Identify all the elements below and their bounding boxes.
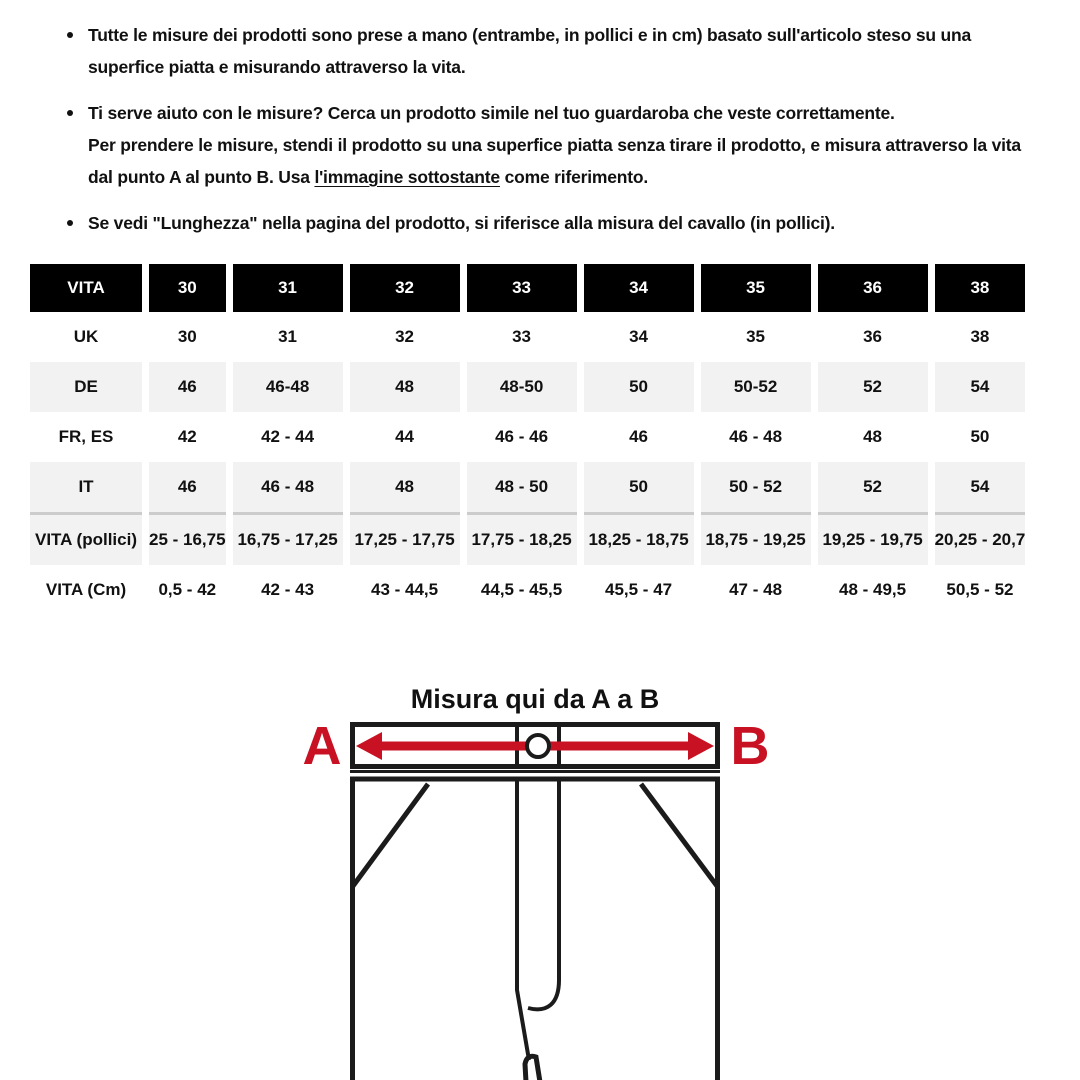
right-pocket-line: [641, 784, 717, 886]
table-cell: 33: [512, 327, 532, 346]
table-cell: 50 - 52: [701, 462, 811, 512]
table-cell: 18,75 - 19,25: [701, 512, 811, 565]
bullet-text: Per prendere le misure, stendi il prodotto su una superfice piatta senza tirare il prodotto, e misura attraverso la vita dal punto A al punto B. Usa: [88, 135, 1021, 187]
bullet-text: Tutte le misure dei prodotti sono prese a mano (entrambe, in pollici e in cm) basato sull'articolo steso su una superfice piatta e misurando attraverso la vita.: [88, 25, 972, 77]
table-row: [30, 362, 1025, 412]
diagram-title: Misura qui da A a B: [410, 684, 660, 714]
table-cell: 42 - 43: [261, 580, 315, 599]
table-header-cell: 34: [584, 264, 694, 312]
table-cell: 50: [584, 462, 694, 512]
table-cell: 38: [970, 327, 990, 346]
fly-j-stitch: [528, 779, 559, 1009]
table-header-cell: 33: [467, 264, 577, 312]
table-cell: 46: [629, 427, 649, 446]
table-cell: 46: [149, 462, 226, 512]
table-header-cell: 38: [935, 264, 1026, 312]
table-cell: 18,25 - 18,75: [584, 512, 694, 565]
table-row-label: VITA (Cm): [45, 580, 127, 599]
table-row-label: FR, ES: [58, 427, 114, 446]
left-pocket-line: [353, 784, 428, 886]
table-header-cell: 31: [233, 264, 343, 312]
table-cell: 17,75 - 18,25: [467, 512, 577, 565]
table-cell: 45,5 - 47: [605, 580, 673, 599]
table-header-cell: 36: [818, 264, 928, 312]
table-cell: 48 - 49,5: [839, 580, 907, 599]
table-cell: 46: [149, 362, 226, 412]
crotch-seam-notch: [525, 1056, 540, 1080]
table-cell: 20,25 - 20,7: [935, 512, 1026, 565]
point-a-label: A: [302, 716, 342, 776]
table-cell: 48-50: [467, 362, 577, 412]
bullet-text: come riferimento.: [499, 167, 649, 187]
table-row-label: IT: [30, 462, 142, 512]
table-cell: 19,25 - 19,75: [818, 512, 928, 565]
table-cell: 46 - 46: [495, 427, 549, 446]
table-row-label: VITA (pollici): [30, 512, 142, 565]
table-cell: 46-48: [233, 362, 343, 412]
table-row: [30, 512, 1025, 565]
bullet-item: [64, 207, 1040, 239]
bullet-text: Ti serve aiuto con le misure? Cerca un prodotto simile nel tuo guardaroba che veste correttamente.: [88, 103, 895, 123]
table-cell: 36: [863, 327, 883, 346]
bullet-item: [64, 19, 1040, 83]
table-cell: 50,5 - 52: [946, 580, 1014, 599]
table-row: [30, 462, 1025, 512]
table-cell: 52: [818, 462, 928, 512]
link-immagine-sottostante[interactable]: l'immagine sottostante: [314, 167, 500, 187]
table-cell: 34: [629, 327, 649, 346]
table-header-label: VITA: [30, 264, 142, 312]
table-cell: 31: [278, 327, 298, 346]
size-table-body: [30, 312, 1025, 615]
table-header-cell: 32: [350, 264, 460, 312]
table-cell: 17,25 - 17,75: [350, 512, 460, 565]
table-cell: 48: [350, 462, 460, 512]
table-cell: 50: [970, 427, 990, 446]
fly-left-seam: [517, 779, 529, 1060]
table-cell: 0,5 - 42: [158, 580, 217, 599]
waist-button-icon: [527, 735, 549, 757]
table-cell: 16,75 - 17,25: [233, 512, 343, 565]
table-cell: 44,5 - 45,5: [480, 580, 563, 599]
table-cell: 48 - 50: [467, 462, 577, 512]
table-row: [30, 412, 1025, 462]
table-row: [30, 312, 1025, 362]
table-cell: 30: [177, 327, 197, 346]
table-cell: 43 - 44,5: [371, 580, 439, 599]
bullet-text: Se vedi "Lunghezza" nella pagina del prodotto, si riferisce alla misura del cavallo (in pollici).: [88, 213, 835, 233]
table-cell: 47 - 48: [729, 580, 783, 599]
size-conversion-table: [23, 264, 1032, 615]
table-cell: 44: [395, 427, 415, 446]
table-cell: 54: [935, 362, 1026, 412]
table-row: [30, 565, 1025, 615]
table-cell: 48: [863, 427, 883, 446]
pants-measure-diagram: [300, 680, 780, 1080]
table-cell: 46 - 48: [729, 427, 783, 446]
table-cell: 25 - 16,75: [149, 512, 226, 565]
table-cell: 54: [935, 462, 1026, 512]
table-cell: 32: [395, 327, 415, 346]
table-cell: 46 - 48: [233, 462, 343, 512]
table-row-label: UK: [73, 327, 99, 346]
size-table-header-row: [30, 264, 1025, 312]
info-bullet-list: [0, 0, 1080, 239]
table-cell: 50-52: [701, 362, 811, 412]
table-cell: 52: [818, 362, 928, 412]
table-cell: 42: [177, 427, 197, 446]
table-cell: 35: [746, 327, 766, 346]
table-header-cell: 30: [149, 264, 226, 312]
table-cell: 42 - 44: [261, 427, 315, 446]
point-b-label: B: [730, 716, 770, 776]
bullet-item: [64, 97, 1040, 193]
table-header-cell: 35: [701, 264, 811, 312]
table-cell: 48: [350, 362, 460, 412]
table-row-label: DE: [30, 362, 142, 412]
table-cell: 50: [584, 362, 694, 412]
